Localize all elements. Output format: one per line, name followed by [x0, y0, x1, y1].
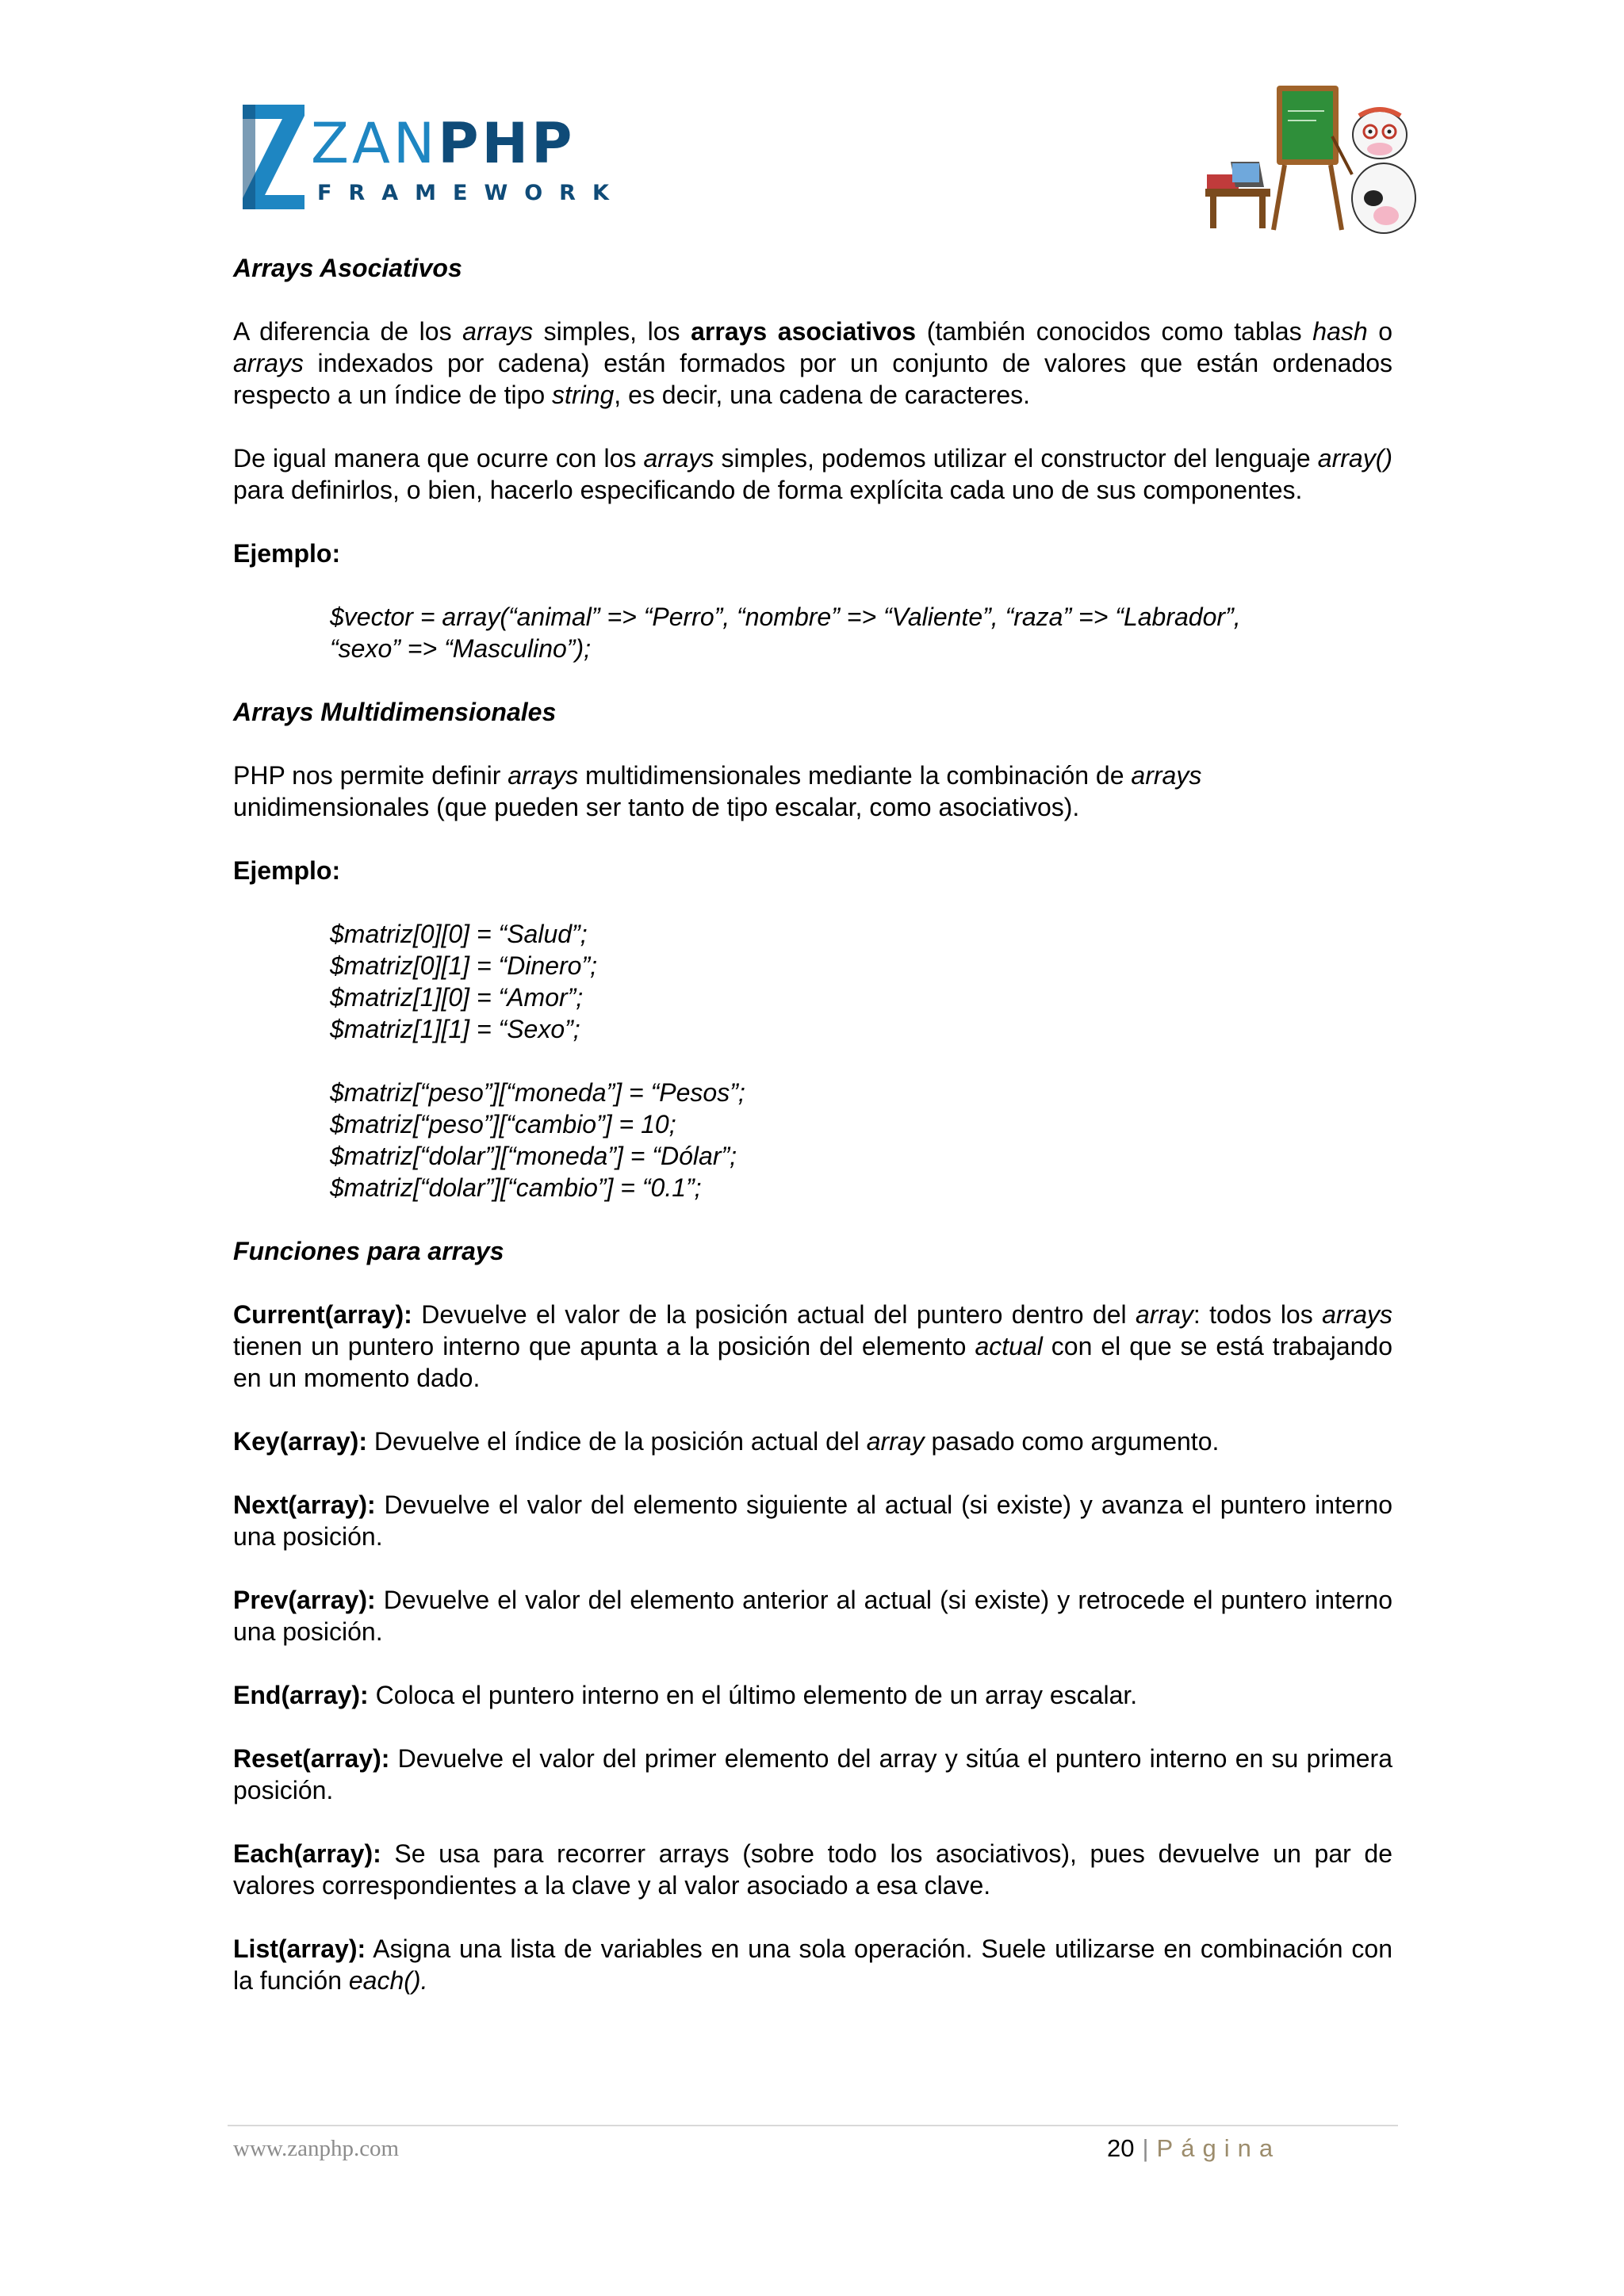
text-run: , es decir, una cadena de caracteres. — [614, 381, 1031, 409]
code-gap — [330, 1045, 1392, 1077]
function-next — [233, 1489, 1392, 1552]
text-run: arrays — [1322, 1300, 1393, 1329]
logo-zan-text: ZAN — [311, 111, 439, 176]
text-run: Devuelve el valor del primer elemento del array y sitúa el puntero interno en su primera posición. — [233, 1744, 1392, 1804]
logo-wordmark — [311, 111, 576, 176]
code-line: $matriz[“dolar”][“moneda”] = “Dólar”; — [330, 1142, 737, 1170]
code-line: $matriz[“peso”][“cambio”] = 10; — [330, 1110, 676, 1138]
text-run: actual — [975, 1332, 1043, 1360]
code-line: $matriz[0][0] = “Salud”; — [330, 920, 588, 948]
text-run: arrays — [462, 317, 534, 346]
text-run: indexados por cadena) están formados por un conjunto de valores que están ordenados respecto a un índice de tipo — [233, 349, 1392, 409]
function-name: Prev(array): — [233, 1586, 376, 1614]
text-run: simples, los — [533, 317, 691, 346]
text-run: each(). — [348, 1966, 428, 1995]
paragraph-multidimensionales — [233, 760, 1392, 823]
zanphp-logo — [238, 101, 626, 220]
text-run: arrays — [1131, 761, 1202, 790]
function-list — [233, 1933, 1392, 1996]
page-number: 20 — [1107, 2134, 1135, 2162]
code-line: $matriz[1][0] = “Amor”; — [330, 983, 584, 1012]
text-run: arrays — [643, 444, 714, 473]
section-heading-asociativos: Arrays Asociativos — [233, 254, 462, 282]
text-run: array — [1135, 1300, 1193, 1329]
logo-framework-text: FRAMEWORK — [317, 181, 626, 205]
page-content — [233, 252, 1392, 2028]
function-key — [233, 1425, 1392, 1457]
text-run: multidimensionales mediante la combinación de — [578, 761, 1132, 790]
function-end — [233, 1679, 1392, 1711]
function-name: Each(array): — [233, 1839, 381, 1868]
text-run: Ejemplo: — [233, 856, 341, 885]
text-run: arrays — [508, 761, 579, 790]
text-run: Devuelve el valor de la posición actual del puntero dentro del — [412, 1300, 1136, 1329]
section-heading-multidimensionales: Arrays Multidimensionales — [233, 698, 557, 726]
code-example-vector — [233, 601, 1392, 664]
function-prev — [233, 1584, 1392, 1647]
text-run: Devuelve el valor del elemento siguiente al actual (si existe) y avanza el puntero interno una posición. — [233, 1490, 1392, 1551]
text-run: Coloca el puntero interno en el último elemento de un array escalar. — [368, 1681, 1138, 1709]
code-line: $vector = array(“animal” => “Perro”, “nombre” => “Valiente”, “raza” => “Labrador”, — [330, 603, 1241, 631]
function-name: Key(array): — [233, 1427, 367, 1456]
function-each — [233, 1838, 1392, 1901]
code-line: $matriz[“dolar”][“cambio”] = “0.1”; — [330, 1173, 702, 1202]
code-line: “sexo” => “Masculino”); — [330, 634, 591, 663]
paragraph-asociativos-constructor — [233, 442, 1392, 506]
section-heading-funciones: Funciones para arrays — [233, 1237, 504, 1265]
code-line: $matriz[“peso”][“moneda”] = “Pesos”; — [330, 1078, 745, 1107]
text-run: : todos los — [1193, 1300, 1323, 1329]
text-run: arrays asociativos — [691, 317, 917, 346]
z-logo-icon — [238, 101, 309, 212]
text-run: Devuelve el índice de la posición actual del — [366, 1427, 867, 1456]
function-name: Current(array): — [233, 1300, 412, 1329]
footer-website-url: www.zanphp.com — [233, 2136, 400, 2161]
code-example-matriz — [233, 918, 1392, 1203]
example-label — [233, 538, 1392, 569]
function-current — [233, 1299, 1392, 1394]
text-run: De igual manera que ocurre con los — [233, 444, 644, 473]
text-run: hash — [1312, 317, 1368, 346]
footer-divider — [228, 2125, 1398, 2126]
text-run: Asigna una lista de variables en una sola operación. Suele utilizarse en combinación con la función — [233, 1934, 1392, 1995]
text-run: Se usa para recorrer arrays (sobre todo los asociativos), pues devuelve un par de valores correspondientes a la clave y al valor asociado a esa clave. — [233, 1839, 1392, 1900]
text-run: pasado como argumento. — [924, 1427, 1220, 1456]
code-line: $matriz[0][1] = “Dinero”; — [330, 951, 597, 980]
logo-php-text: PHP — [438, 111, 576, 176]
text-run: array() — [1317, 444, 1393, 473]
text-run: simples, podemos utilizar el constructor del lenguaje — [714, 444, 1318, 473]
text-run: con el que se está trabajando en un momento dado. — [233, 1332, 1393, 1392]
cow-teacher-mascot-icon — [1189, 79, 1419, 238]
text-run: string — [552, 381, 615, 409]
example-label — [233, 855, 1392, 886]
text-run: arrays — [233, 349, 304, 377]
text-run: tienen un puntero interno que apunta a la posición del elemento — [233, 1332, 975, 1360]
text-run: o — [1367, 317, 1393, 346]
text-run: (también conocidos como tablas — [916, 317, 1313, 346]
function-name: Reset(array): — [233, 1744, 390, 1773]
text-run: PHP nos permite definir — [233, 761, 508, 790]
text-run: Ejemplo: — [233, 539, 341, 568]
text-run: array — [866, 1427, 925, 1456]
text-run: para definirlos, o bien, hacerlo especificando de forma explícita cada uno de sus componentes. — [233, 476, 1303, 504]
text-run: unidimensionales (que pueden ser tanto de tipo escalar, como asociativos). — [233, 793, 1080, 821]
paragraph-asociativos-intro — [233, 316, 1392, 411]
text-run: Devuelve el valor del elemento anterior al actual (si existe) y retrocede el puntero interno una posición. — [233, 1586, 1392, 1646]
function-name: End(array): — [233, 1681, 369, 1709]
text-run: A diferencia de los — [233, 317, 463, 346]
footer-page-number — [1107, 2134, 1281, 2163]
page-separator: | — [1142, 2134, 1149, 2162]
function-name: Next(array): — [233, 1490, 376, 1519]
function-reset — [233, 1743, 1392, 1806]
page-word: Página — [1156, 2134, 1281, 2162]
code-line: $matriz[1][1] = “Sexo”; — [330, 1015, 580, 1043]
function-name: List(array): — [233, 1934, 366, 1963]
